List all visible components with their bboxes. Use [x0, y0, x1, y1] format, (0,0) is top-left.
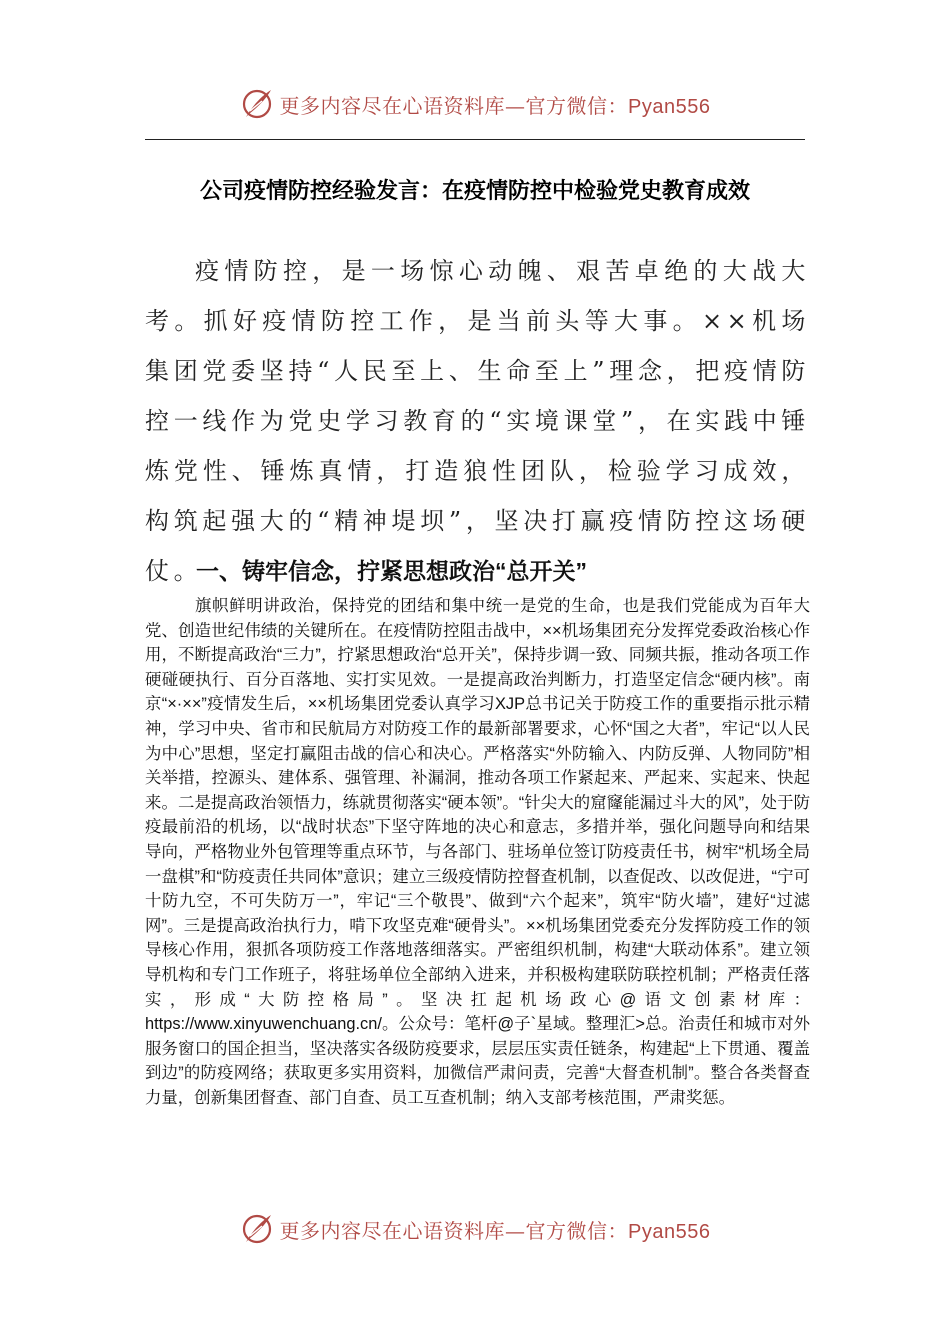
body-paragraph: 旗帜鲜明讲政治，保持党的团结和集中统一是党的生命，也是我们党能成为百年大党、创造世纪伟绩的关键所在。在疫情防控阻击战中，××机场集团充分发挥党委政治核心作用，不断提高政治“三力”，拧紧思想政治“总开关”，保持步调一致、同频共振，推动各项工作硬碰硬执行、百分百落地、实打实见效。一是提高政治判断力，打造坚定信念“硬内核”。南京“×·××”疫情发生后，××机场集团党委认真学习XJP总书记关于防疫工作的重要指示批示精神，学习中央、省市和民航局方对防疫工作的最新部署要求，心怀“国之大者”，牢记“以人民为中心”思想，坚定打赢阻击战的信心和决心。严格落实“外防输入、内防反弹、人物同防”相关举措，控源头、建体系、强管理、补漏洞，推动各项工作紧起来、严起来、实起来、快起来。二是提高政治领悟力，练就贯彻落实“硬本领”。“针尖大的窟窿能漏过斗大的风”，处于防疫最前沿的机场，以“战时状态”下坚守阵地的决心和意志，多措并举，强化问题导向和结果导向，严格物业外包管理等重点环节，与各部门、驻场单位签订防疫责任书，树牢“机场全局一盘棋”和“防疫责任共同体”意识；建立三级疫情防控督查机制，以查促改、以改促进，“宁可十防九空，不可失防万一”，牢记“三个敬畏”、做到“六个起来”，筑牢“防火墙”，建好“过滤网”。三是提高政治执行力，啃下攻坚克难“硬骨头”。××机场集团党委充分发挥防疫工作的领导核心作用，狠抓各项防疫工作落地落细落实。严密组织机制，构建“大联动体系”。建立领导机构和专门工作班子，将驻场单位全部纳入进来，并积极构建联防联控机制；严格责任落实，形成“大防控格局”。坚决扛起机场政心@语文创素材库：https://www.xinyuwenchuang.cn/。公众号：笔杆@子`星域。整理汇>总。治责任和城市对外服务窗口的国企担当，坚决落实各级防疫要求，层层压实责任链条，构建起“上下贯通、覆盖到边”的防疫网络；获取更多实用资料，加微信严肃问责，完善“大督查机制”。整合各类督查力量，创新集团督查、部门自查、员工互查机制；纳入支部考核范围，严肃奖惩。	[145, 597, 810, 1107]
watermark-label: 更多内容尽在心语资料库—官方微信：	[279, 93, 629, 118]
wechat-id: Pyan556	[628, 95, 711, 118]
header-watermark-banner	[0, 84, 950, 124]
section-heading: 一、铸牢信念，拧紧思想政治“总开关”	[196, 558, 587, 584]
quill-logo-icon	[240, 87, 274, 121]
watermark-text	[280, 90, 711, 119]
quill-logo-icon	[240, 1212, 274, 1246]
intro-paragraph: 疫情防控，是一场惊心动魄、艰苦卓绝的大战大考。抓好疫情防控工作，是当前头等大事。××机场集团党委坚持“人民至上、生命至上”理念，把疫情防控一线作为党史学习教育的“实境课堂”，在实践中锤炼党性、锤炼真情，打造狼性团队，检验学习成效，构筑起强大的“精神堤坝”，坚决打赢疫情防控这场硬仗。	[145, 257, 810, 585]
header-divider	[145, 139, 805, 140]
watermark-label: 更多内容尽在心语资料库—官方微信：	[279, 1218, 629, 1243]
wechat-id: Pyan556	[628, 1220, 711, 1243]
footer-watermark-banner	[0, 1209, 950, 1249]
watermark-text	[280, 1215, 711, 1244]
document-title: 公司疫情防控经验发言：在疫情防控中检验党史教育成效	[199, 178, 750, 204]
